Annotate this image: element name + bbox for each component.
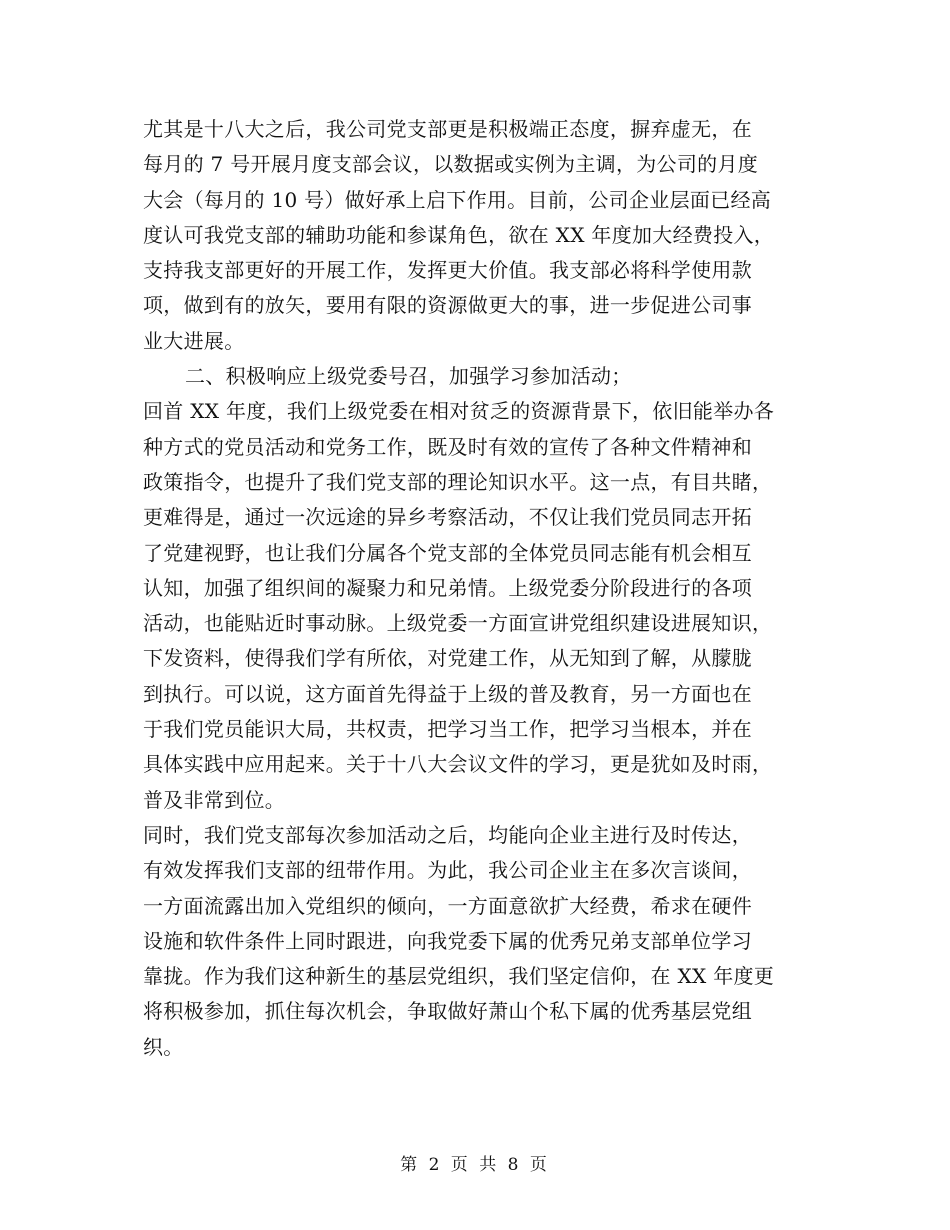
text-line: 到执行。可以说，这方面首先得益于上级的普及教育，另一方面也在 xyxy=(143,681,752,706)
text-line: 一方面流露出加入党组织的倾向，一方面意欲扩大经费，希求在硬件 xyxy=(143,893,752,918)
text-line: 支持我支部更好的开展工作，发挥更大价值。我支部必将科学使用款 xyxy=(143,258,752,283)
text-line: 项，做到有的放矢，要用有限的资源做更大的事，进一步促进公司事 xyxy=(143,293,752,318)
text-line: 设施和软件条件上同时跟进，向我党委下属的优秀兄弟支部单位学习 xyxy=(143,928,752,953)
text-line: 同时，我们党支部每次参加活动之后，均能向企业主进行及时传达， xyxy=(143,822,752,847)
text-line: 大会（每月的 10 号）做好承上启下作用。目前，公司企业层面已经高 xyxy=(143,187,772,212)
text-line: 回首 XX 年度，我们上级党委在相对贫乏的资源背景下，依旧能举办各 xyxy=(143,399,775,424)
text-line: 每月的 7 号开展月度支部会议，以数据或实例为主调，为公司的月度 xyxy=(143,152,759,177)
text-line: 靠拢。作为我们这种新生的基层党组织，我们坚定信仰，在 XX 年度更 xyxy=(143,964,775,989)
text-line: 业大进展。 xyxy=(143,328,245,353)
text-line: 活动，也能贴近时事动脉。上级党委一方面宣讲党组织建设进展知识， xyxy=(143,611,773,636)
page-number-footer: 第 2 页 共 8 页 xyxy=(400,1155,550,1175)
text-line: 织。 xyxy=(143,1034,184,1059)
text-line: 于我们党员能识大局，共权责，把学习当工作，把学习当根本，并在 xyxy=(143,717,752,742)
text-line: 尤其是十八大之后，我公司党支部更是积极端正态度，摒弃虚无，在 xyxy=(143,117,752,141)
text-line: 种方式的党员活动和党务工作，既及时有效的宣传了各种文件精神和 xyxy=(143,434,752,459)
text-line: 度认可我党支部的辅助功能和参谋角色，欲在 XX 年度加大经费投入， xyxy=(143,222,775,247)
document-body xyxy=(143,112,813,1065)
text-line: 政策指令，也提升了我们党支部的理论知识水平。这一点，有目共睹， xyxy=(143,469,773,494)
text-line: 更难得是，通过一次远途的异乡考察活动，不仅让我们党员同志开拓 xyxy=(143,505,752,530)
text-line: 认知，加强了组织间的凝聚力和兄弟情。上级党委分阶段进行的各项 xyxy=(143,575,752,600)
section-heading: 二、积极响应上级党委号召，加强学习参加活动； xyxy=(185,364,632,389)
text-line: 具体实践中应用起来。关于十八大会议文件的学习，更是犹如及时雨， xyxy=(143,752,773,777)
text-line: 普及非常到位。 xyxy=(143,787,286,812)
text-line: 下发资料，使得我们学有所依，对党建工作，从无知到了解，从朦胧 xyxy=(143,646,752,671)
text-line: 有效发挥我们支部的纽带作用。为此，我公司企业主在多次言谈间， xyxy=(143,858,752,883)
text-line: 了党建视野，也让我们分属各个党支部的全体党员同志能有机会相互 xyxy=(143,540,752,565)
text-line: 将积极参加，抓住每次机会，争取做好萧山个私下属的优秀基层党组 xyxy=(143,999,752,1024)
